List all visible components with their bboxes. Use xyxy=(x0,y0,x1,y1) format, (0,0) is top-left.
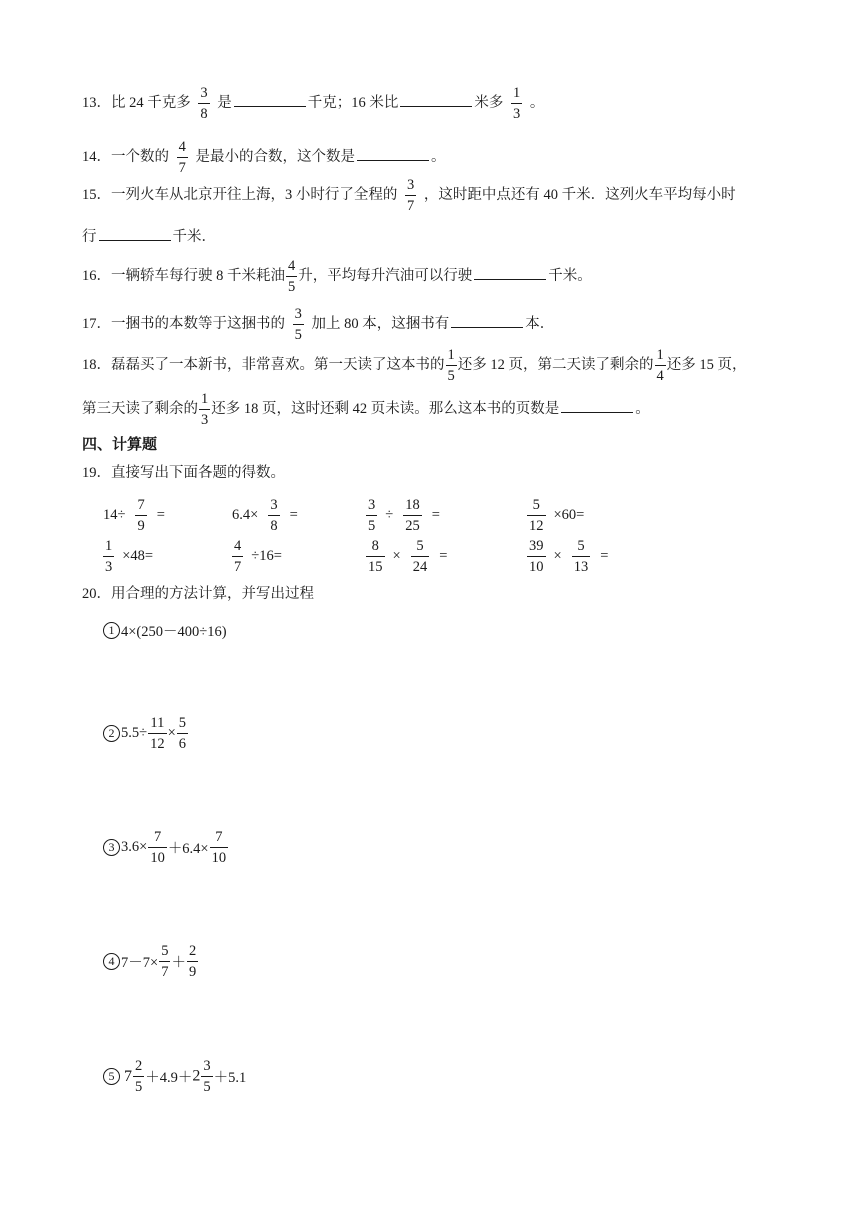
fraction: $\frac{1}{3}$ xyxy=(513,85,521,122)
fraction: $\frac{1}{5}$ xyxy=(447,347,455,384)
fraction: $\frac{5}{7}$ xyxy=(161,943,169,980)
question-18-line-2: 第三天读了剩余的 $\frac{1}{3}$ 还多 18 页，这时还剩 42 页未读。那么这本书的页数是 。 xyxy=(82,391,650,428)
question-17: 17．一捆书的本数等于这捆书的 $\frac{3}{5}$ 加上 80 本，这捆书有 本． xyxy=(82,306,555,343)
fraction: $\frac{11}{12}$ xyxy=(150,715,165,752)
calc-item: $\frac{5}{12}$ ×60= xyxy=(529,497,585,534)
question-13: 13．比 24 千克多 $\frac{3}{8}$ 是 千克；16 米比 米多 $\frac{1}{3}$ 。 xyxy=(82,85,545,122)
fraction: $\frac{3}{5}$ xyxy=(203,1058,211,1095)
fraction: $\frac{5}{12}$ xyxy=(529,497,544,534)
fraction: $\frac{7}{10}$ xyxy=(150,829,165,866)
problem-5: 5 7 $\frac{2}{5}$ ＋4.9＋2 $\frac{3}{5}$ ＋5.1 xyxy=(103,1057,246,1096)
fraction: $\frac{4}{7}$ xyxy=(234,538,242,575)
calc-item: $\frac{4}{7}$ ÷16= xyxy=(234,538,282,575)
circled-number-1: 1 xyxy=(103,622,120,639)
circled-number-3: 3 xyxy=(103,839,120,856)
fraction: $\frac{7}{10}$ xyxy=(211,829,227,866)
answer-blank[interactable] xyxy=(561,397,633,413)
section-heading-calculation: 四、计算题 xyxy=(82,435,158,453)
answer-blank[interactable] xyxy=(357,145,429,161)
calc-item: $\frac{8}{15}$ × $\frac{5}{24}$ = xyxy=(368,538,448,575)
fraction: $\frac{5}{6}$ xyxy=(178,715,187,752)
circled-number-5: 5 xyxy=(103,1068,120,1085)
question-15-line-2: 行 千米． xyxy=(82,225,216,247)
fraction: $\frac{18}{25}$ xyxy=(405,497,420,534)
fraction: $\frac{39}{10}$ xyxy=(529,538,544,575)
fraction: $\frac{4}{5}$ xyxy=(288,258,296,295)
circled-number-4: 4 xyxy=(103,953,120,970)
question-18: 18．磊磊买了一本新书，非常喜欢。第一天读了这本书的 $\frac{1}{5}$ 还多 12 页，第二天读了剩余的 $\frac{1}{4}$ 还多 15 页， xyxy=(82,347,747,384)
fraction: $\frac{5}{13}$ xyxy=(573,538,589,575)
calc-item: 14÷ $\frac{7}{9}$ = xyxy=(103,497,165,534)
circled-number-2: 2 xyxy=(103,725,120,742)
fraction: $\frac{1}{3}$ xyxy=(105,538,113,575)
question-16: 16．一辆轿车每行驶 8 千米耗油 $\frac{4}{5}$ 升，平均每升汽油可以行驶 千米。 xyxy=(82,258,592,295)
question-20-title: 20．用合理的方法计算，并写出过程 xyxy=(82,586,314,602)
calc-item: 6.4× $\frac{3}{8}$ = xyxy=(232,497,298,534)
fraction: $\frac{3}{8}$ xyxy=(270,497,278,534)
problem-1: 1 4×(250－400÷16) xyxy=(103,620,227,641)
fraction: $\frac{5}{24}$ xyxy=(412,538,428,575)
problem-3: 3 3.6× $\frac{7}{10}$ ＋6.4× $\frac{7}{10}$ xyxy=(103,828,229,867)
fraction: $\frac{3}{8}$ xyxy=(200,85,208,122)
answer-blank[interactable] xyxy=(400,91,472,107)
fraction: $\frac{1}{4}$ xyxy=(656,347,664,384)
question-19-title: 19．直接写出下面各题的得数。 xyxy=(82,465,285,481)
fraction: $\frac{1}{3}$ xyxy=(201,391,209,428)
answer-blank[interactable] xyxy=(451,312,523,328)
question-14: 14．一个数的 $\frac{4}{7}$ 是最小的合数，这个数是 。 xyxy=(82,139,446,176)
fraction: $\frac{4}{7}$ xyxy=(178,139,186,176)
fraction: $\frac{3}{5}$ xyxy=(294,306,302,343)
problem-4: 4 7－7× $\frac{5}{7}$ ＋ $\frac{2}{9}$ xyxy=(103,942,199,981)
calc-item: $\frac{3}{5}$ ÷ $\frac{18}{25}$ = xyxy=(368,497,440,534)
fraction: $\frac{2}{9}$ xyxy=(188,943,197,980)
fraction: $\frac{7}{9}$ xyxy=(137,497,145,534)
fraction: $\frac{2}{5}$ xyxy=(135,1058,143,1095)
problem-2: 2 5.5÷ $\frac{11}{12}$ × $\frac{5}{6}$ xyxy=(103,714,189,753)
answer-blank[interactable] xyxy=(99,225,171,241)
answer-blank[interactable] xyxy=(234,91,306,107)
answer-blank[interactable] xyxy=(474,264,546,280)
question-15: 15．一列火车从北京开往上海，3 小时行了全程的 $\frac{3}{7}$ ，这时距中点还有 40 千米．这列火车平均每小时 xyxy=(82,177,736,214)
fraction: $\frac{8}{15}$ xyxy=(368,538,383,575)
calc-item: $\frac{1}{3}$ ×48= xyxy=(105,538,154,575)
fraction: $\frac{3}{5}$ xyxy=(368,497,376,534)
fraction: $\frac{3}{7}$ xyxy=(407,177,415,214)
calc-item: $\frac{39}{10}$ × $\frac{5}{13}$ = xyxy=(529,538,609,575)
